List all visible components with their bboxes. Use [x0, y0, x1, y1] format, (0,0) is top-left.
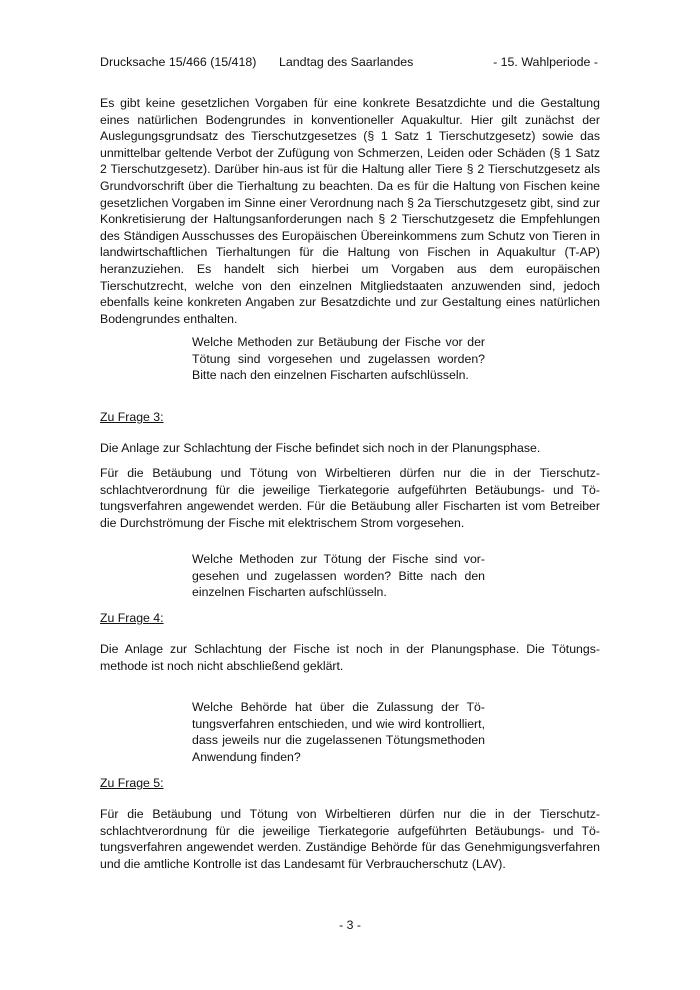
- question-4: Welche Methoden zur Tötung der Fische sind vorgesehen und zugelassen worden? Bitte nach den einzelnen Fischarten aufschlüsseln.: [192, 552, 485, 600]
- answer-5-heading: Zu Frage 5:: [100, 776, 164, 790]
- answer-3-paragraph-1: Die Anlage zur Schlachtung der Fische befindet sich noch in der Planungsphase.: [100, 441, 541, 455]
- document-number: Drucksache 15/466 (15/418): [100, 55, 257, 69]
- answer-3-paragraph-2: Für die Betäubung und Tötung von Wirbeltieren dürfen nur die in der Tierschutzschlachtverordnung für die jeweilige Tierkategorie aufgeführten Betäubungs- und Tötungsverfahren angewendet werden. Für die Betäubung aller Fischarten ist vom Betreiber die Durchströmung der Fische mit elektrischem Strom vorgesehen.: [100, 466, 600, 530]
- answer-4-heading: Zu Frage 4:: [100, 611, 164, 625]
- answer-5-paragraph-1: Für die Betäubung und Tötung von Wirbeltieren dürfen nur die in der Tierschutzschlachtverordnung für die jeweilige Tierkategorie aufgeführten Betäubungs- und Tötungsverfahren angewendet werden. Zuständige Behörde für das Genehmigungsverfahren und die amtliche Kontrolle ist das Landesamt für Verbraucherschutz (LAV).: [100, 807, 600, 871]
- question-3: Welche Methoden zur Betäubung der Fische vor der Tötung sind vorgesehen und zugelassen worden? Bitte nach den einzelnen Fischarten aufschlüsseln.: [192, 335, 485, 383]
- answer-4-paragraph-1: Die Anlage zur Schlachtung der Fische ist noch in der Planungsphase. Die Tötungsmethode ist noch nicht abschließend geklärt.: [100, 642, 600, 673]
- question-5: Welche Behörde hat über die Zulassung der Tötungsverfahren entschieden, und wie wird kontrolliert, dass jeweils nur die zugelassenen Tötungsmethoden Anwendung finden?: [192, 700, 485, 764]
- page-number: - 3 -: [339, 918, 361, 932]
- parliament-name: Landtag des Saarlandes: [279, 55, 414, 69]
- legislative-period: - 15. Wahlperiode -: [493, 55, 598, 69]
- answer-3-heading: Zu Frage 3:: [100, 410, 164, 424]
- intro-paragraph: Es gibt keine gesetzlichen Vorgaben für eine konkrete Besatzdichte und die Gestaltung eines natürlichen Bodengrundes in konventioneller Aquakultur. Hier gilt zunächst der Auslegungsgrundsatz des Tierschutzgesetzes (§ 1 Satz 1 Tierschutzgesetz) sowie das unmittelbar geltende Verbot der Zufügung von Schmerzen, Leiden oder Schäden (§ 1 Satz 2 Tierschutzgesetz). Darüber hin-aus ist für die Haltung aller Tiere § 2 Tierschutzgesetz als Grundvorschrift über die Tierhaltung zu beachten. Da es für die Haltung von Fischen keine gesetzlichen Vorgaben im Sinne einer Verordnung nach § 2a Tierschutzgesetz gibt, sind zur Konkretisierung der Haltungsanforderungen nach § 2 Tierschutzgesetz die Empfehlungen des Ständigen Ausschusses des Europäischen Übereinkommens zum Schutz von Tieren in landwirtschaftlichen Tierhaltungen für die Haltung von Fischen in Aquakultur (T-AP) heranzuziehen. Es handelt sich hierbei um Vorgaben aus dem europäischen Tierschutzrecht, welche von den einzelnen Mitgliedstaaten anzuwenden sind, jedoch ebenfalls keine konkreten Angaben zur Besatzdichte und zur Gestaltung eines natürlichen Bodengrundes enthalten.: [100, 96, 600, 326]
- page-header: [100, 55, 598, 73]
